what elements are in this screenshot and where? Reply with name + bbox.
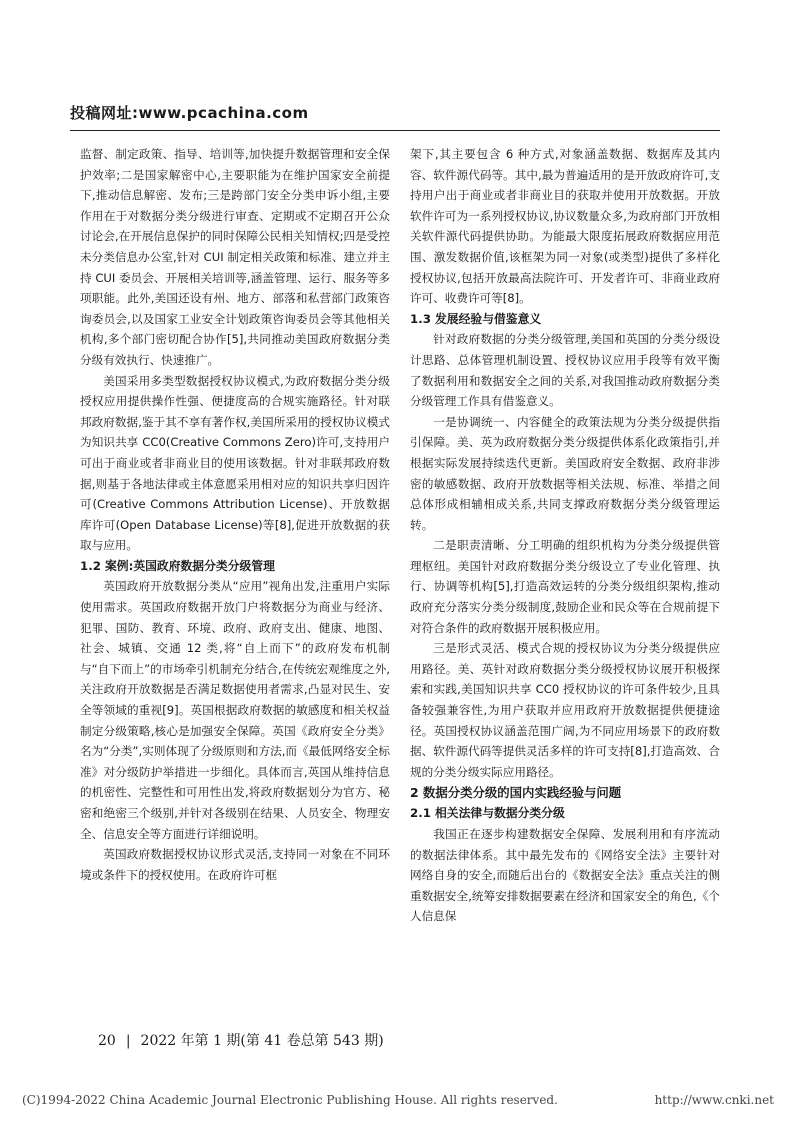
body-paragraph: 三是形式灵活、模式合规的授权协议为分类分级提供应用路径。美、英针对政府数据分类分级授权协议展开积极探索和实践,美国知识共享 CC0 授权协议的许可条件较少,且具备较强兼容性,为用户获取并应用政府开放数据提供便捷途径。英国授权协议涵盖范围广阔,为不同应用场景下的政府数据、软件源代码等提供灵活多样的许可支持[8],打造高效、合规的分类分级实际应用路径。 <box>410 641 720 779</box>
cnki-link[interactable]: http://www.cnki.net <box>654 1093 774 1107</box>
subsection-heading: 1.2 案例:英国政府数据分类分级管理 <box>80 558 275 573</box>
copyright-text: (C)1994-2022 China Academic Journal Electronic Publishing House. All rights reserved. <box>22 1093 558 1107</box>
body-paragraph: 一是协调统一、内容健全的政策法规为分类分级提供指引保障。美、英为政府数据分类分级提供体系化政策指引,并根据实际发展持续迭代更新。美国政府安全数据、政府非涉密的敏感数据、政府开放数据等相关法规、标准、举措之间总体形成相辅相成关系,共同支撑政府数据分类分级管理运转。 <box>410 414 720 532</box>
body-paragraph: 美国采用多类型数据授权协议模式,为政府数据分类分级授权应用提供操作性强、便捷度高的合规实施路径。针对联邦政府数据,鉴于其不享有著作权,美国所采用的授权协议模式为知识共享 CC0(Creative Commons Zero)许可,支持用户可出于商业或者非商业目的使用该数据。针对非联邦政府数据,则基于各地法律或主体意愿采用相对应的知识共享归因许可(Creative Commons Attribution License)、开放数据库许可(Open Database License)等[8],促进开放数据的获取与应用。 <box>80 373 390 553</box>
body-paragraph: 架下,其主要包含 6 种方式,对象涵盖数据、数据库及其内容、软件源代码等。其中,最为普遍适用的是开放政府许可,支持用户出于商业或者非商业目的获取并使用开放数据。开放软件许可为一系列授权协议,协议数量众多,为政府部门开放相关软件源代码提供协助。为能最大限度拓展政府数据应用范围、激发数据价值,该框架为同一对象(或类型)提供了多样化授权协议,包括开放最高法院许可、开发者许可、非商业政府许可、收费许可等[8]。 <box>410 147 720 306</box>
section-heading: 2 数据分类分级的国内实践经验与问题 <box>410 785 622 801</box>
subsection-heading: 2.1 相关法律与数据分类分级 <box>410 806 565 821</box>
journal-submission-url: 投稿网址:www.pcachina.com <box>70 104 309 122</box>
header-rule <box>70 130 720 131</box>
body-paragraph: 监督、制定政策、指导、培训等,加快提升数据管理和安全保护效率;二是国家解密中心,主要职能为在维护国家安全前提下,推动信息解密、发布;三是跨部门安全分类申诉小组,主要作用在于对数据分类分级进行审查、定期或不定期召开公众讨论会,在开展信息保护的同时保障公民相关知情权;四是受控未分类信息办公室,针对 CUI 制定相关政策和标准、建立并主持 CUI 委员会、开展相关培训等,涵盖管理、运行、服务等多项职能。此外,美国还设有州、地方、部落和私营部门政策咨询委员会,以及国家工业安全计划政策咨询委员会等其他相关机构,多个部门密切配合协作[5],共同推动美国政府数据分类分级有效执行、快速推广。 <box>80 147 390 367</box>
left-column <box>80 144 390 885</box>
body-paragraph: 二是职责清晰、分工明确的组织机构为分类分级提供管理枢纽。美国针对政府数据分类分级设立了专业化管理、执行、协调等机构[5],打造高效运转的分类分级组织架构,推动政府充分落实分类分级制度,鼓励企业和民众等在合规前提下对符合条件的政府数据开展积极应用。 <box>410 538 720 635</box>
copyright-line <box>22 1093 774 1107</box>
page-footer <box>98 1030 384 1050</box>
body-paragraph: 英国政府数据授权协议形式灵活,支持同一对象在不同环境或条件下的授权使用。在政府许可框 <box>80 847 390 882</box>
body-paragraph: 我国正在逐步构建数据安全保障、发展利用和有序流动的数据法律体系。其中最先发布的《网络安全法》主要针对网络自身的安全,而随后出台的《数据安全法》重点关注的侧重数据安全,统筹安排数据要素在经济和国家安全的角色,《个人信息保 <box>410 827 720 924</box>
issue-info: 2022 年第 1 期(第 41 卷总第 543 期) <box>140 1033 384 1049</box>
subsection-heading: 1.3 发展经验与借鉴意义 <box>410 311 542 326</box>
body-paragraph: 英国政府开放数据分类从“应用”视角出发,注重用户实际使用需求。英国政府数据开放门户将数据分为商业与经济、犯罪、国防、教育、环境、政府、政府支出、健康、地图、社会、城镇、交通 12 类,将“自上而下”的政府发布机制与“自下而上”的市场牵引机制充分结合,在传统宏观维度之外,关注政府开放数据是否满足数据使用者需求,凸显对民生、安全等领域的重视[9]。英国根据政府数据的敏感度和相关权益制定分级策略,核心是加强安全保障。英国《政府安全分类》名为“分类”,实则体现了分级原则和方法,而《最低网络安全标准》对分级防护举措进一步细化。具体而言,英国从维持信息的机密性、完整性和可用性出发,将政府数据划分为官方、秘密和绝密三个级别,并针对各级别在结果、人员安全、物理安全、信息安全等方面进行详细说明。 <box>80 579 390 841</box>
right-column <box>410 144 720 927</box>
footer-separator: | <box>125 1033 131 1049</box>
body-paragraph: 针对政府数据的分类分级管理,美国和英国的分类分级设计思路、总体管理机制设置、授权协议应用手段等有效平衡了数据利用和数据安全之间的关系,对我国推动政府数据分类分级管理工作具有借鉴意义。 <box>410 332 720 409</box>
page-number: 20 <box>98 1033 116 1049</box>
